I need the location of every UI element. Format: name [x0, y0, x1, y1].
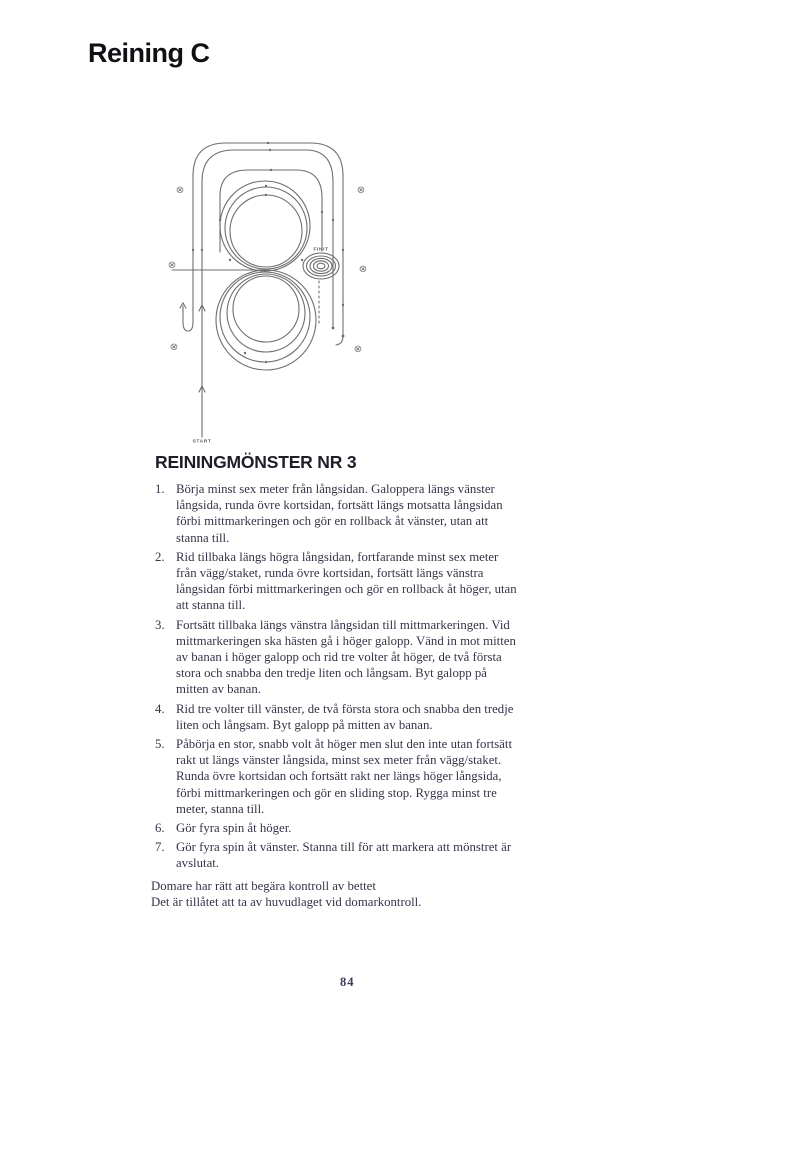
step-number: 5.	[155, 737, 165, 752]
note-line: Domare har rätt att begära kontroll av bettet	[151, 878, 376, 893]
start-label: START	[192, 438, 212, 444]
judge-notes	[151, 878, 533, 911]
pattern-step	[155, 839, 533, 871]
note-line: Det är tillåtet att ta av huvudlaget vid domarkontroll.	[151, 895, 422, 910]
step-number: 6.	[155, 821, 165, 836]
arena-marker: ⊗	[175, 185, 185, 196]
pattern-instructions	[151, 452, 533, 911]
pattern-step	[155, 701, 533, 733]
pattern-step	[155, 736, 533, 817]
arena-marker: ⊗	[356, 185, 366, 196]
step-number: 2.	[155, 549, 165, 564]
step-text: Påbörja en stor, snabb volt åt höger men slut den inte utan fortsätt rakt ut längs vänster långsida, minst sex meter från vägg/staket. Runda övre kortsidan och fortsätt rakt ner längs höger långsida, förbi mittmarkeringen och gör en sliding stop. Rygga minst tre meter, stanna till.	[176, 737, 513, 816]
step-number: 1.	[155, 482, 165, 496]
arena-marker: ⊗	[358, 264, 368, 275]
arena-marker: ⊗	[169, 342, 179, 353]
pattern-step	[155, 617, 533, 698]
step-number: 4.	[155, 701, 165, 716]
pattern-step	[155, 820, 533, 836]
page-title: Reining C	[88, 38, 210, 68]
step-number: 3.	[155, 617, 165, 632]
pattern-track-drawing	[150, 100, 410, 460]
reining-pattern-diagram	[150, 100, 410, 460]
arena-marker: ⊗	[167, 260, 177, 271]
spin-finish-label: FINIT	[313, 246, 329, 252]
step-text: Gör fyra spin åt höger.	[176, 821, 292, 836]
pattern-step	[155, 549, 533, 614]
page-number: 84	[340, 975, 355, 989]
step-text: Gör fyra spin åt vänster. Stanna till för att markera att mönstret är avslutat.	[176, 840, 512, 871]
step-number: 7.	[155, 840, 165, 855]
step-text: Rid tre volter till vänster, de två första stora och snabba den tredje liten och långsam. Byt galopp på mitten av banan.	[176, 701, 514, 732]
pattern-step	[155, 481, 533, 546]
step-text: Fortsätt tillbaka längs vänstra långsidan till mittmarkeringen. Vid mittmarkeringen ska hästen gå i höger galopp. Vänd in mot mitten av banan i höger galopp och rid tre volter åt höger, de två första stora och snabba den tredje liten och långsam. Byt galopp på mitten av banan.	[176, 617, 516, 697]
pattern-heading: REININGMÖNSTER NR 3	[155, 452, 357, 472]
arena-marker: ⊗	[353, 344, 363, 355]
pattern-step-list	[155, 481, 533, 872]
step-text: Rid tillbaka längs högra långsidan, fortfarande minst sex meter från vägg/staket, runda övre kortsidan, fortsätt längs vänstra långsidan förbi mittmarkeringen och gör en rollback åt höger, utan att stanna till.	[176, 549, 517, 613]
step-text: Börja minst sex meter från långsidan. Galoppera längs vänster långsida, runda övre kortsidan, fortsätt längs motsatta långsidan förbi mittmarkeringen och gör en rollback åt vänster, utan att stanna till.	[176, 482, 503, 545]
